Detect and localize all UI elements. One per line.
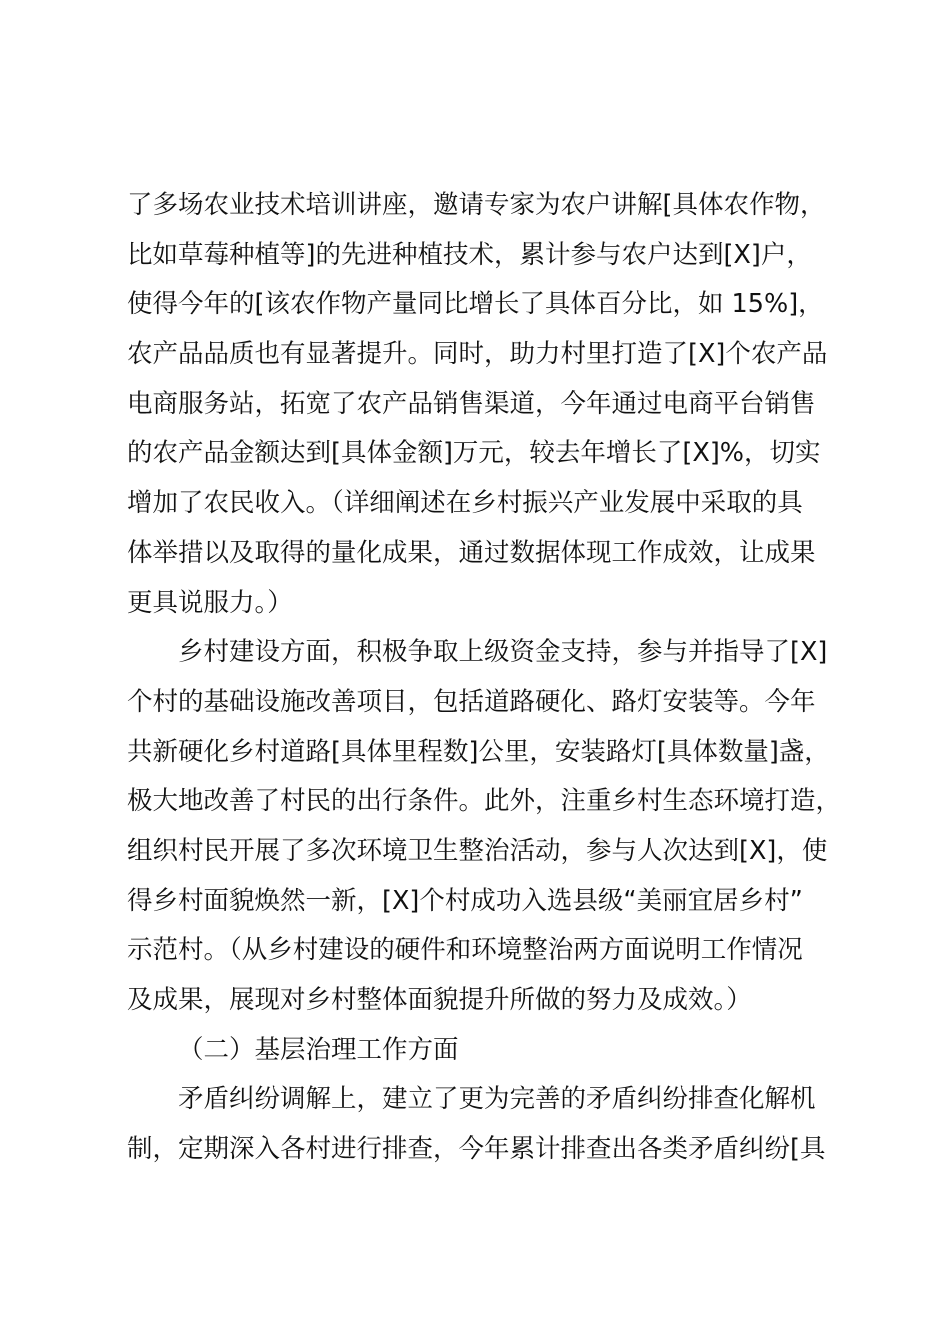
paragraph-line: 更具说服力。）: [127, 587, 293, 618]
paragraph-first-line: 乡村建设方面，积极争取上级资金支持，参与并指导了[X]: [178, 637, 828, 668]
paragraph-line: 使得今年的[该农作物产量同比增长了具体百分比，如 15%]，: [127, 289, 824, 320]
paragraph-line: 得乡村面貌焕然一新，[X]个村成功入选县级“美丽宜居乡村”: [127, 885, 803, 916]
paragraph-first-line: 矛盾纠纷调解上，建立了更为完善的矛盾纠纷排查化解机: [178, 1084, 816, 1115]
paragraph-line: 体举措以及取得的量化成果，通过数据体现工作成效，让成果: [127, 537, 816, 568]
paragraph-line: 个村的基础设施改善项目，包括道路硬化、路灯安装等。今年: [127, 686, 816, 717]
paragraph-line: 组织村民开展了多次环境卫生整治活动，参与人次达到[X]，使: [127, 835, 828, 866]
paragraph-line: 共新硬化乡村道路[具体里程数]公里，安装路灯[具体数量]盏，: [127, 736, 830, 767]
paragraph-line: 及成果，展现对乡村整体面貌提升所做的努力及成效。）: [127, 985, 752, 1015]
paragraph-line: 农产品品质也有显著提升。同时，助力村里打造了[X]个农产品: [127, 339, 828, 370]
section-heading: （二）基层治理工作方面: [178, 1034, 459, 1065]
paragraph-line: 电商服务站，拓宽了农产品销售渠道，今年通过电商平台销售: [127, 388, 816, 419]
paragraph-line: 了多场农业技术培训讲座，邀请专家为农户讲解[具体农作物，: [127, 190, 826, 220]
paragraph-line: 极大地改善了村民的出行条件。此外，注重乡村生态环境打造，: [127, 786, 842, 817]
paragraph-line: 比如草莓种植等]的先进种植技术，累计参与农户达到[X]户，: [127, 239, 812, 270]
document-body: [127, 181, 847, 1175]
paragraph-line: 制，定期深入各村进行排查，今年累计排查出各类矛盾纠纷[具: [127, 1134, 826, 1165]
paragraph-line: 示范村。（从乡村建设的硬件和环境整治两方面说明工作情况: [127, 935, 803, 966]
paragraph-line: 增加了农民收入。（详细阐述在乡村振兴产业发展中采取的具: [127, 488, 803, 519]
paragraph-line: 的农产品金额达到[具体金额]万元，较去年增长了[X]%，切实: [127, 438, 821, 469]
